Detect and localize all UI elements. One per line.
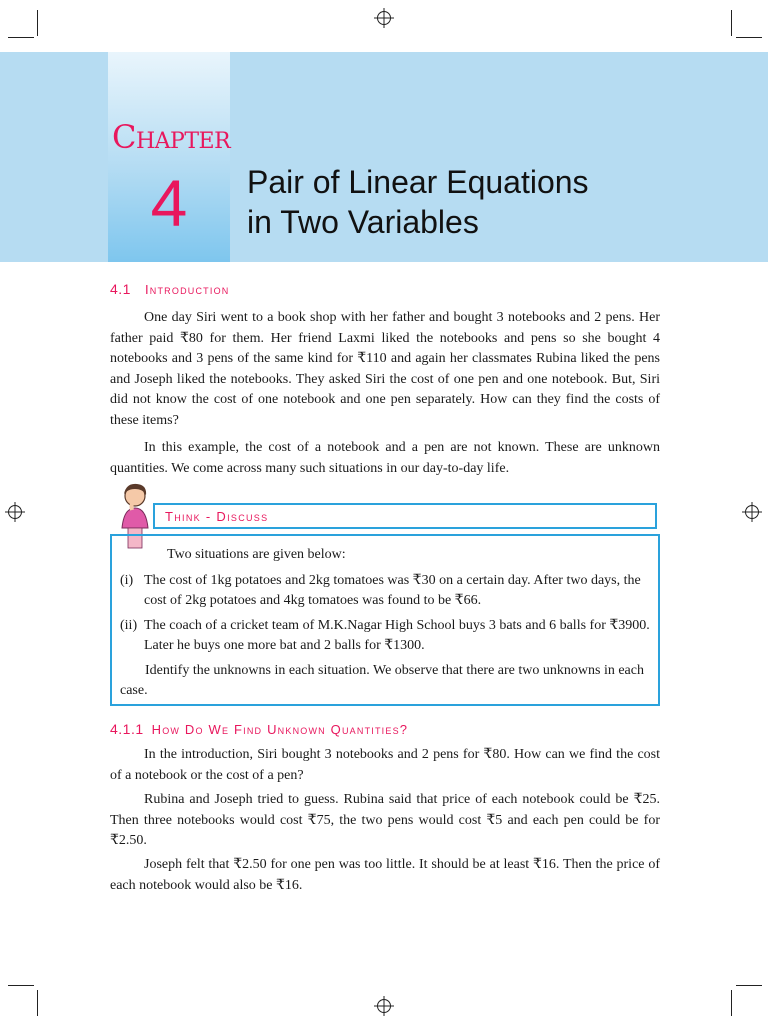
intro-paragraph: One day Siri went to a book shop with her father and bought 3 notebooks and 2 pens. Her father paid ₹80 for them. Her friend Laxmi liked the notebooks and pens so she bought 4 notebooks and 3 pens of the same kind for ₹110 and again her classmates Rubina liked the pens and Joseph liked the notebooks. They asked Siri the cost of one pen and one notebook. But, Siri did not know the cost of one notebook and one pen separately. How can they find the costs of these items? [110,310,660,428]
registration-mark-icon [8,505,22,519]
think-discuss-title: Think - Discuss [165,509,269,524]
think-discuss-header [153,503,657,529]
registration-mark-icon [377,11,391,25]
think-discuss-conclusion: Identify the unknowns in each situation. We observe that there are two unknowns in each case. [120,663,644,698]
crop-mark [736,985,762,986]
section-heading-unknown-quantities [110,721,408,737]
crop-mark [8,985,34,986]
crop-mark [37,10,38,36]
item-text: The coach of a cricket team of M.K.Nagar High School buys 3 bats and 6 balls for ₹3900. Later he buys one more bat and 2 balls for ₹1300. [144,618,650,653]
item-text: The cost of 1kg potatoes and 2kg tomatoes was ₹30 on a certain day. After two days, the cost of 2kg potatoes and 4kg tomatoes was found to be ₹66. [144,573,641,608]
unknown-paragraph: Rubina and Joseph tried to guess. Rubina said that price of each notebook could be ₹25. Then three notebooks would cost ₹75, the two pens would cost ₹5 and each pen could be for ₹2.50. [110,792,660,848]
chapter-title-line: Pair of Linear Equations [247,164,589,200]
unknown-paragraph: Joseph felt that ₹2.50 for one pen was too little. It should be at least ₹16. Then the price of each notebook would also be ₹16. [110,857,660,893]
crop-mark [736,37,762,38]
registration-mark-icon [745,505,759,519]
think-discuss-item [120,616,650,656]
crop-mark [37,990,38,1016]
think-discuss-intro: Two situations are given below: [167,547,346,562]
crop-mark [8,37,34,38]
think-discuss-item [120,571,650,611]
chapter-label: Chapter [112,118,231,156]
chapter-title-line: in Two Variables [247,204,479,240]
section-heading-introduction [110,281,229,297]
chapter-title [247,162,747,242]
crop-mark [731,990,732,1016]
intro-paragraph: In this example, the cost of a notebook and a pen are not known. These are unknown quantities. We come across many such situations in our day-to-day life. [110,440,660,476]
chapter-number: 4 [150,166,188,240]
section-number: 4.1.1 [110,721,144,737]
registration-mark-icon [377,999,391,1013]
section-title: How Do We Find Unknown Quantities? [151,722,409,737]
unknown-paragraph: In the introduction, Siri bought 3 notebooks and 2 pens for ₹80. How can we find the cost of a notebook or the cost of a pen? [110,747,660,783]
item-label: (i) [120,573,134,588]
item-label: (ii) [120,618,138,633]
crop-mark [731,10,732,36]
section-title: Introduction [144,282,230,297]
section-number: 4.1 [110,281,131,297]
